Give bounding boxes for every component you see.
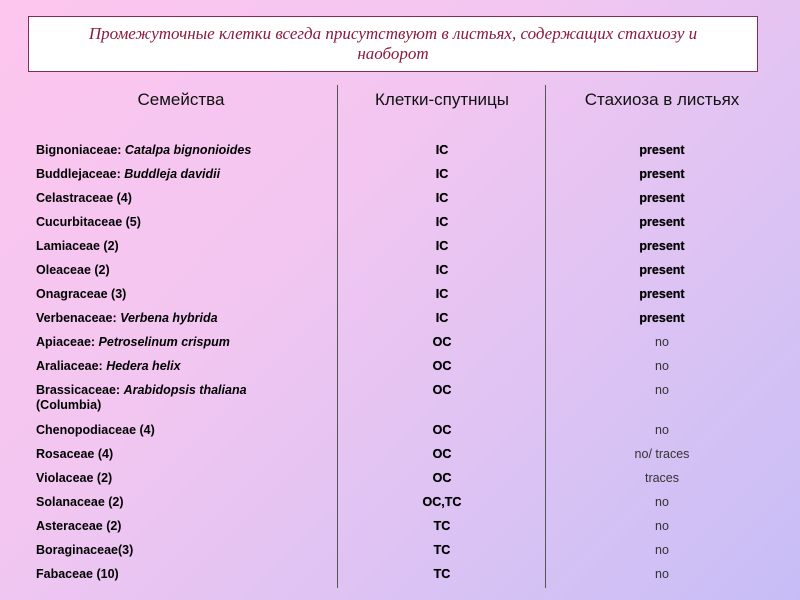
companion-cell-type: OC — [432, 471, 452, 485]
family-cell — [36, 383, 326, 413]
family-cell — [36, 239, 326, 254]
companion-cell-type: IC — [435, 239, 449, 253]
species-name: Buddleja davidii — [124, 167, 221, 181]
family-cell — [36, 263, 326, 278]
species-name: Catalpa bignonioides — [124, 143, 252, 157]
companion-cell-type: OC — [432, 383, 452, 397]
family-name: Oleaceae (2) — [36, 263, 110, 277]
family-name: Lamiaceae (2) — [36, 239, 119, 253]
family-name: Boraginaceae(3) — [36, 543, 134, 557]
stachyose-value: no — [655, 495, 669, 509]
companion-cell-type: OC,TC — [422, 495, 462, 509]
family-cell — [36, 359, 326, 374]
companion-cell-type: TC — [433, 567, 451, 581]
family-cell — [36, 191, 326, 206]
stachyose-value: no — [655, 359, 669, 373]
family-cell — [36, 215, 326, 230]
family-name: Onagraceae (3) — [36, 287, 127, 301]
family-name: Violaceae (2) — [36, 471, 113, 485]
header-families: Семейства — [137, 90, 225, 109]
stachyose-value: present — [639, 191, 685, 205]
family-cell — [36, 447, 326, 462]
family-cell — [36, 471, 326, 486]
stachyose-value: present — [639, 143, 685, 157]
companion-cell-type: IC — [435, 287, 449, 301]
stachyose-value: present — [639, 215, 685, 229]
family-name: Fabaceae (10) — [36, 567, 119, 581]
stachyose-value: no — [655, 567, 669, 581]
family-name: Verbenaceae: — [36, 311, 117, 325]
family-name: Apiaceae: — [36, 335, 96, 349]
family-name: Rosaceae (4) — [36, 447, 114, 461]
stachyose-value: no — [655, 335, 669, 349]
stachyose-value: present — [639, 167, 685, 181]
family-name: Solanaceae (2) — [36, 495, 124, 509]
family-cell — [36, 287, 326, 302]
title-box — [28, 16, 758, 72]
companion-cell-type: IC — [435, 311, 449, 325]
family-name: Chenopodiaceae (4) — [36, 423, 155, 437]
stachyose-value: present — [639, 287, 685, 301]
family-cell — [36, 519, 326, 534]
family-name: Brassicaceae: — [36, 383, 121, 397]
header-companion-cells: Клетки-спутницы — [375, 90, 509, 109]
family-cell — [36, 335, 326, 350]
family-name: Asteraceae (2) — [36, 519, 122, 533]
companion-cell-type: OC — [432, 447, 452, 461]
companion-cell-type: TC — [433, 519, 451, 533]
species-name: Hedera helix — [106, 359, 181, 373]
companion-cell-type: IC — [435, 191, 449, 205]
family-name: Bignoniaceae: — [36, 143, 122, 157]
family-cell — [36, 423, 326, 438]
companion-cell-type: IC — [435, 215, 449, 229]
family-name: Buddlejaceae: — [36, 167, 121, 181]
family-name: Araliaceae: — [36, 359, 103, 373]
stachyose-value: traces — [644, 471, 680, 485]
family-cell — [36, 311, 326, 326]
stachyose-value: present — [639, 263, 685, 277]
species-name: Arabidopsis thaliana — [123, 383, 247, 397]
stachyose-value: no — [655, 519, 669, 533]
companion-cell-type: IC — [435, 263, 449, 277]
header-stachyose: Стахиоза в листьях — [584, 90, 740, 109]
family-cell — [36, 495, 326, 510]
species-name: Verbena hybrida — [120, 311, 218, 325]
family-name: Celastraceae (4) — [36, 191, 132, 205]
family-cell — [36, 543, 326, 558]
column-divider-1 — [337, 85, 338, 588]
stachyose-value: no/ traces — [634, 447, 690, 461]
companion-cell-type: OC — [432, 359, 452, 373]
companion-cell-type: OC — [432, 423, 452, 437]
stachyose-value: present — [639, 239, 685, 253]
family-cell — [36, 167, 326, 182]
companion-cell-type: IC — [435, 143, 449, 157]
companion-cell-type: TC — [433, 543, 451, 557]
species-variety: (Columbia) — [36, 398, 102, 412]
companion-cell-type: OC — [432, 335, 452, 349]
family-cell — [36, 567, 326, 582]
stachyose-value: no — [655, 423, 669, 437]
family-name: Cucurbitaceae (5) — [36, 215, 141, 229]
companion-cell-type: IC — [435, 167, 449, 181]
species-name: Petroselinum crispum — [98, 335, 230, 349]
stachyose-value: present — [639, 311, 685, 325]
family-cell — [36, 143, 326, 158]
slide-title: Промежуточные клетки всегда присутствуют в листьях, содержащих стахиозу и наоборот — [88, 24, 698, 63]
stachyose-value: no — [655, 543, 669, 557]
stachyose-value: no — [655, 383, 669, 397]
